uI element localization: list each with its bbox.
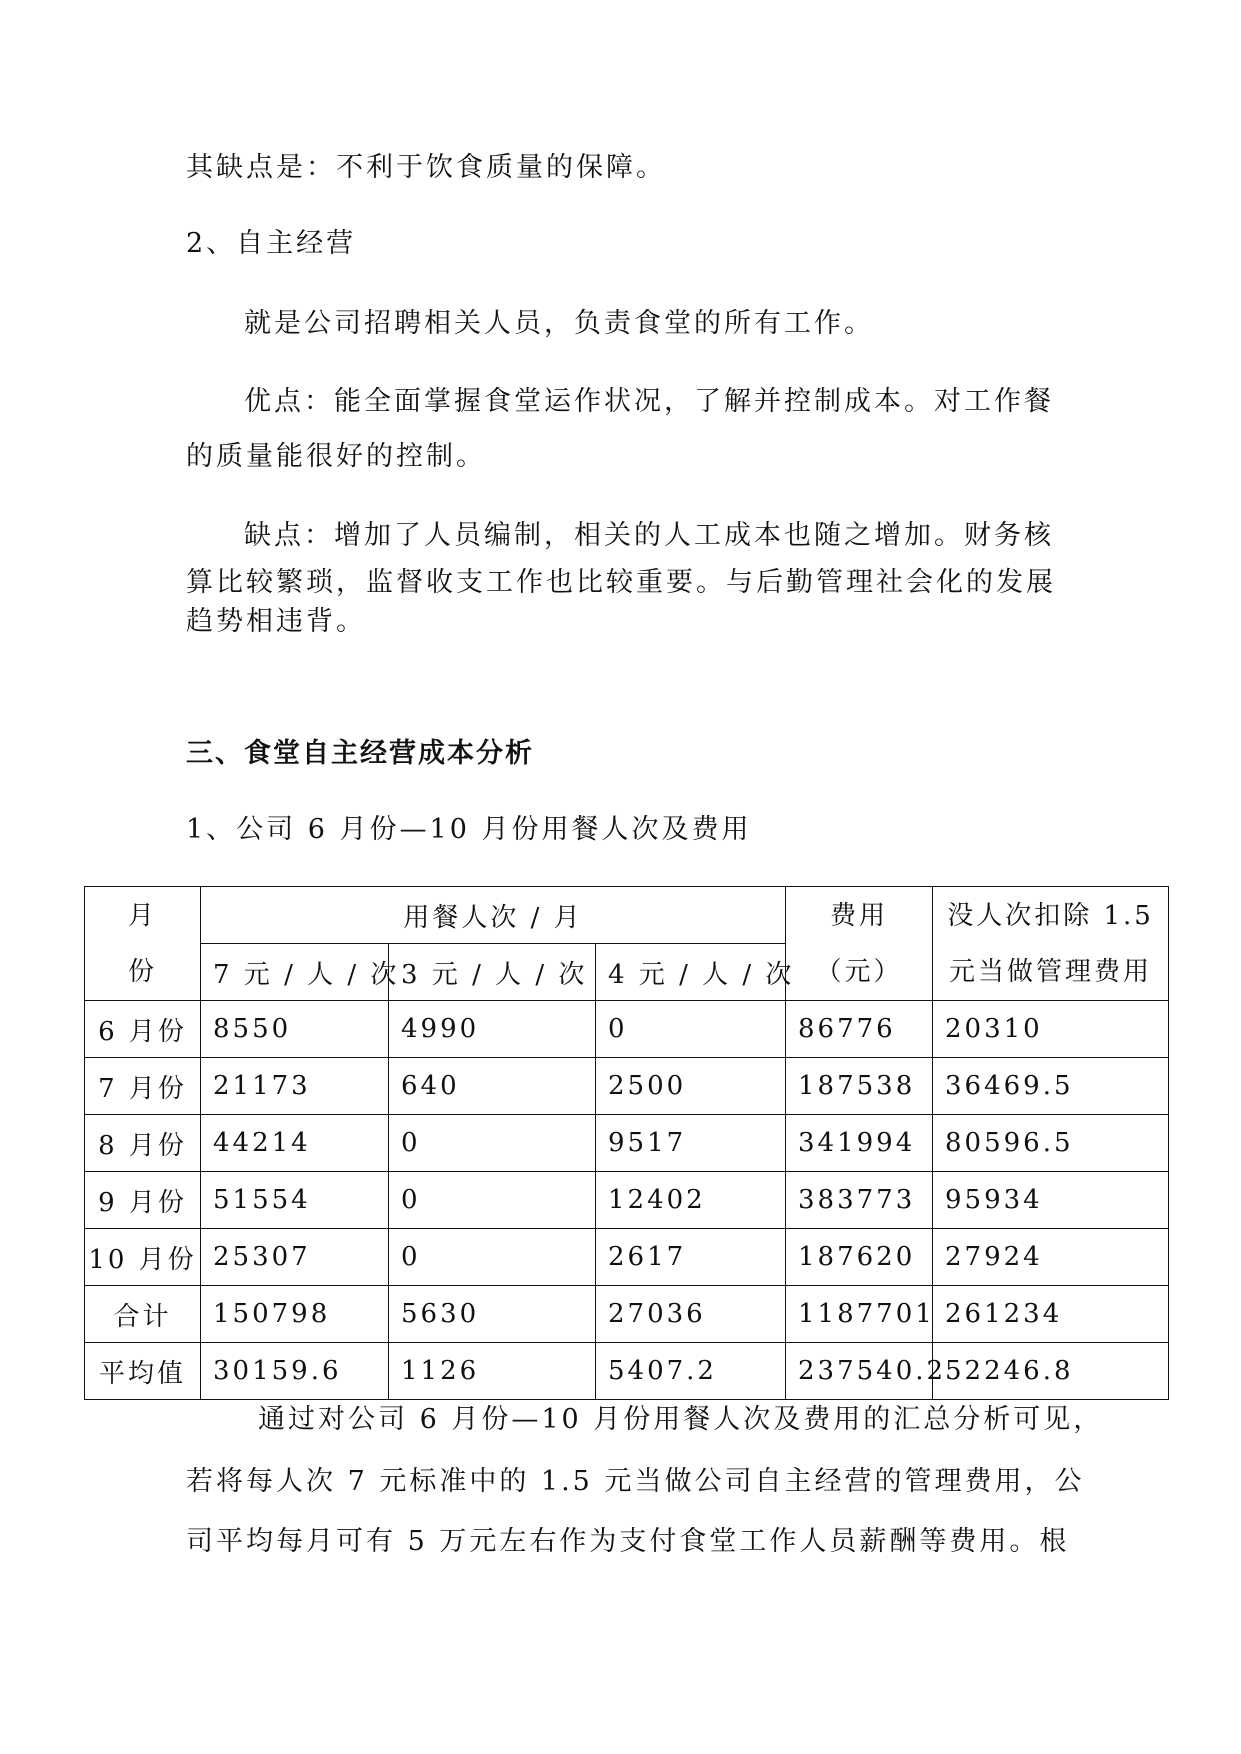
paragraph-disadvantages-line2: 算比较繁琐，监督收支工作也比较重要。与后勤管理社会化的发展 — [186, 567, 1056, 598]
header-management-fee — [933, 887, 1169, 1001]
header-cost-bottom: （元） — [815, 956, 903, 987]
table-header-row — [85, 887, 1169, 944]
cell-cost: 86776 — [786, 1001, 933, 1058]
cell-7-yuan: 8550 — [201, 1001, 389, 1058]
conclusion-line2: 若将每人次 7 元标准中的 1.5 元当做公司自主经营的管理费用，公 — [186, 1466, 1085, 1497]
cell-month: 6 月份 — [85, 1001, 201, 1058]
header-meals-group: 用餐人次 / 月 — [201, 887, 786, 944]
cell-4-yuan: 9517 — [596, 1115, 786, 1172]
table-row — [85, 1172, 1169, 1229]
cell-3-yuan: 5630 — [389, 1286, 596, 1343]
paragraph-disadvantage-outsourcing: 其缺点是：不利于饮食质量的保障。 — [186, 152, 666, 183]
cell-3-yuan: 0 — [389, 1115, 596, 1172]
cell-management-fee: 27924 — [933, 1229, 1169, 1286]
conclusion-line1: 通过对公司 6 月份—10 月份用餐人次及费用的汇总分析可见， — [258, 1404, 1104, 1435]
table-row — [85, 1115, 1169, 1172]
header-mgmt-bottom: 元当做管理费用 — [949, 956, 1153, 987]
cell-month: 10 月份 — [85, 1229, 201, 1286]
cell-4-yuan: 2617 — [596, 1229, 786, 1286]
header-mgmt-top: 没人次扣除 1.5 — [947, 900, 1154, 931]
cell-4-yuan: 5407.2 — [596, 1343, 786, 1400]
cell-3-yuan: 1126 — [389, 1343, 596, 1400]
cell-3-yuan: 0 — [389, 1172, 596, 1229]
paragraph-advantages-line2: 的质量能很好的控制。 — [186, 441, 486, 472]
cell-management-fee: 36469.5 — [933, 1058, 1169, 1115]
cell-month: 平均值 — [85, 1343, 201, 1400]
subsection-self-operation: 2、自主经营 — [186, 228, 357, 259]
cell-7-yuan: 150798 — [201, 1286, 389, 1343]
header-month-bottom: 份 — [127, 956, 157, 987]
section-heading: 三、食堂自主经营成本分析 — [186, 738, 534, 769]
header-4-yuan: 4 元 / 人 / 次 — [596, 944, 786, 1001]
table-caption: 1、公司 6 月份—10 月份用餐人次及费用 — [186, 814, 752, 845]
cell-3-yuan: 640 — [389, 1058, 596, 1115]
cell-management-fee: 95934 — [933, 1172, 1169, 1229]
cell-7-yuan: 25307 — [201, 1229, 389, 1286]
table-row — [85, 1058, 1169, 1115]
header-7-yuan: 7 元 / 人 / 次 — [201, 944, 389, 1001]
cell-cost: 383773 — [786, 1172, 933, 1229]
header-month — [85, 887, 201, 1001]
cost-table — [84, 886, 1169, 1400]
cell-4-yuan: 12402 — [596, 1172, 786, 1229]
cell-3-yuan: 4990 — [389, 1001, 596, 1058]
cell-4-yuan: 0 — [596, 1001, 786, 1058]
table-row — [85, 1001, 1169, 1058]
cell-3-yuan: 0 — [389, 1229, 596, 1286]
cell-cost: 187538 — [786, 1058, 933, 1115]
cell-cost: 341994 — [786, 1115, 933, 1172]
cell-month: 8 月份 — [85, 1115, 201, 1172]
paragraph-definition: 就是公司招聘相关人员，负责食堂的所有工作。 — [244, 308, 874, 339]
table-row-average — [85, 1343, 1169, 1400]
cell-7-yuan: 51554 — [201, 1172, 389, 1229]
cell-management-fee: 80596.5 — [933, 1115, 1169, 1172]
cell-7-yuan: 30159.6 — [201, 1343, 389, 1400]
cell-cost: 1187701 — [786, 1286, 933, 1343]
cell-month: 7 月份 — [85, 1058, 201, 1115]
cell-management-fee: 52246.8 — [933, 1343, 1169, 1400]
header-cost-top: 费用 — [830, 900, 889, 931]
cell-4-yuan: 2500 — [596, 1058, 786, 1115]
header-3-yuan: 3 元 / 人 / 次 — [389, 944, 596, 1001]
table-row — [85, 1229, 1169, 1286]
table-row-total — [85, 1286, 1169, 1343]
cell-month: 合计 — [85, 1286, 201, 1343]
paragraph-advantages-line1: 优点：能全面掌握食堂运作状况，了解并控制成本。对工作餐 — [244, 386, 1054, 417]
header-month-top: 月 — [127, 900, 157, 931]
cell-4-yuan: 27036 — [596, 1286, 786, 1343]
conclusion-line3: 司平均每月可有 5 万元左右作为支付食堂工作人员薪酬等费用。根 — [186, 1526, 1070, 1557]
cell-management-fee: 20310 — [933, 1001, 1169, 1058]
cell-cost: 237540.2 — [786, 1343, 933, 1400]
header-cost — [786, 887, 933, 1001]
paragraph-disadvantages-line1: 缺点：增加了人员编制，相关的人工成本也随之增加。财务核 — [244, 520, 1054, 551]
paragraph-disadvantages-line3: 趋势相违背。 — [186, 606, 366, 637]
cell-7-yuan: 44214 — [201, 1115, 389, 1172]
cell-month: 9 月份 — [85, 1172, 201, 1229]
cell-7-yuan: 21173 — [201, 1058, 389, 1115]
cell-management-fee: 261234 — [933, 1286, 1169, 1343]
cell-cost: 187620 — [786, 1229, 933, 1286]
